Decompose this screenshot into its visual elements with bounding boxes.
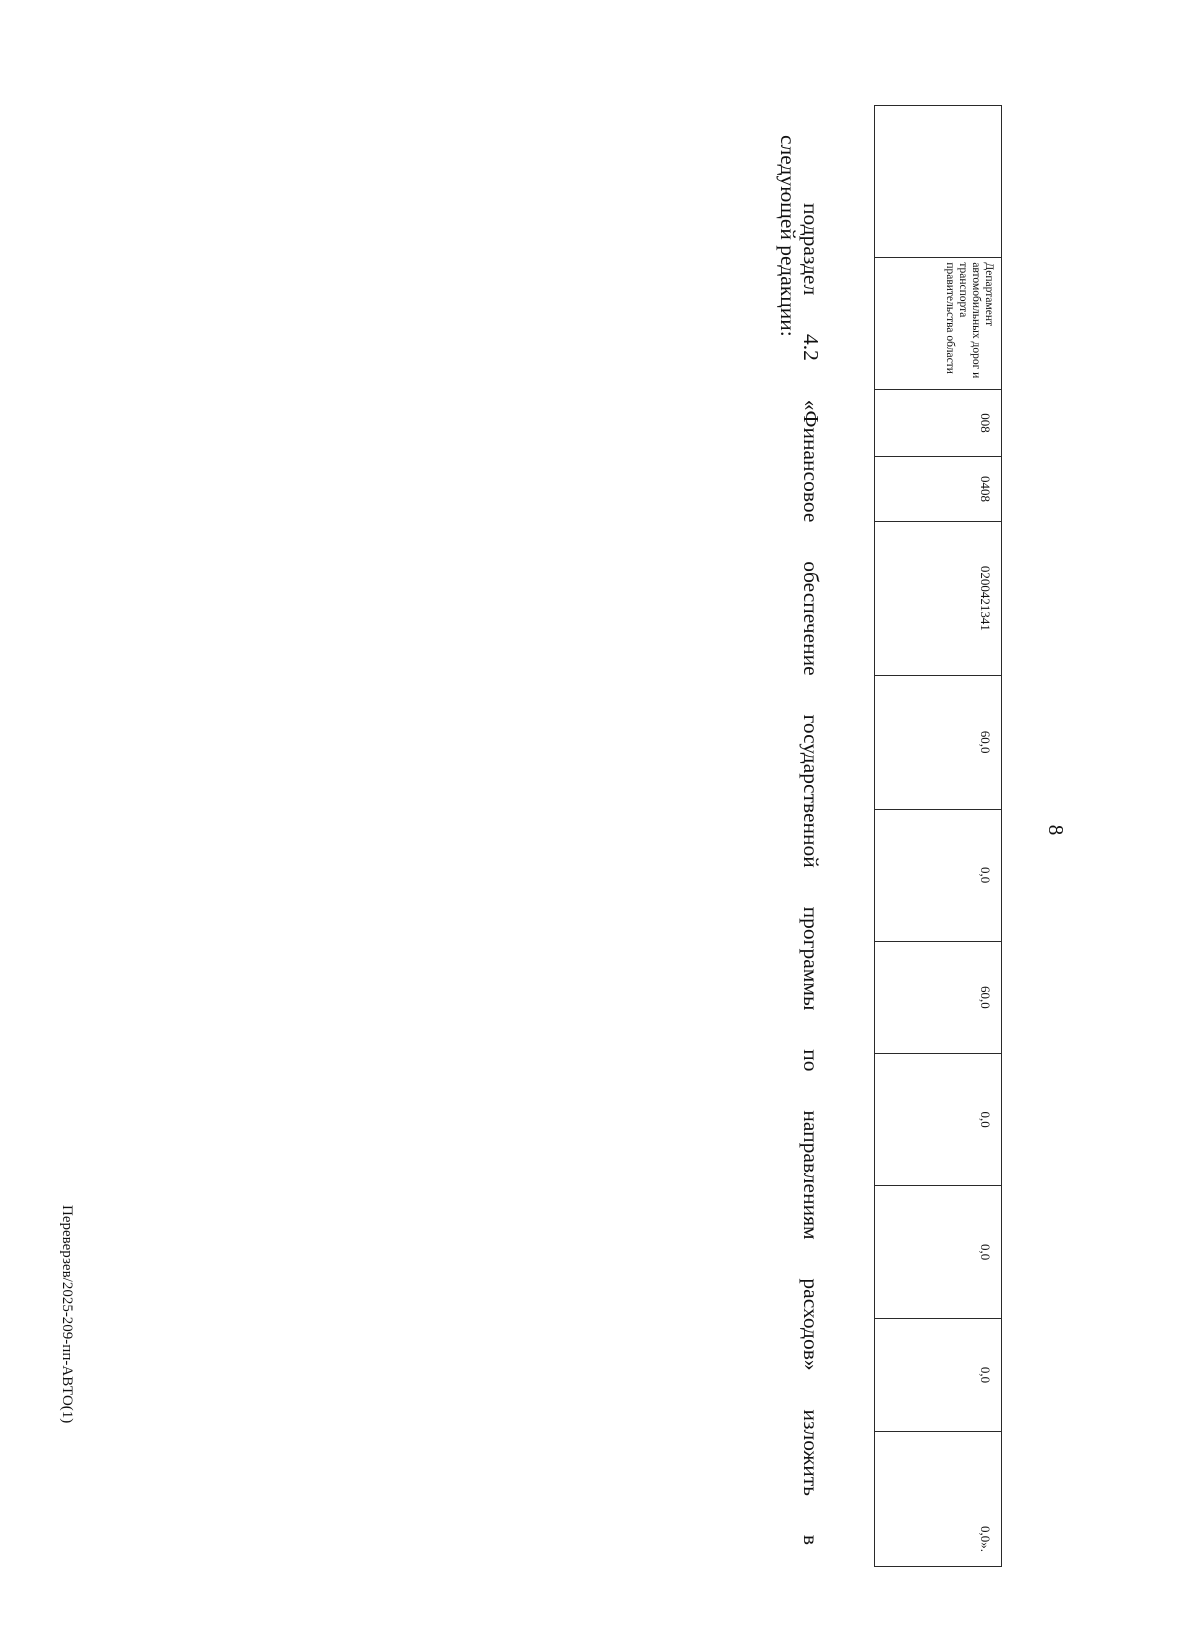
table-cell-ministry-code: 008: [875, 390, 1002, 457]
table-cell-empty: [875, 106, 1002, 258]
financing-table: [874, 105, 1002, 1567]
table-cell-value: 0,0: [875, 1054, 1002, 1186]
table-cell-value-last: 0,0».: [875, 1431, 1002, 1566]
table-cell-value: 60,0: [875, 675, 1002, 809]
table-cell-section-code: 0408: [875, 456, 1002, 521]
table-cell-department: Департамент автомобильных дорог и транспорта правительства области: [875, 258, 1002, 390]
instruction-line-1: подраздел 4.2 «Финансовое обеспечение государственной программы по направлениям расходов» изложить в: [799, 203, 823, 1545]
document-reference: Переверзев/2025-209-пп-АВТО(1): [59, 1205, 75, 1424]
instruction-paragraph: [776, 135, 822, 1545]
table-cell-value: 60,0: [875, 941, 1002, 1054]
page-number: 8: [1044, 824, 1068, 836]
table-cell-target-code: 0200421341: [875, 522, 1002, 675]
table-cell-value: 0,0: [875, 809, 1002, 941]
table-row: [875, 106, 1002, 1567]
table-cell-value: 0,0: [875, 1186, 1002, 1319]
instruction-line-2: следующей редакции:: [776, 135, 800, 337]
table-cell-value: 0,0: [875, 1319, 1002, 1432]
